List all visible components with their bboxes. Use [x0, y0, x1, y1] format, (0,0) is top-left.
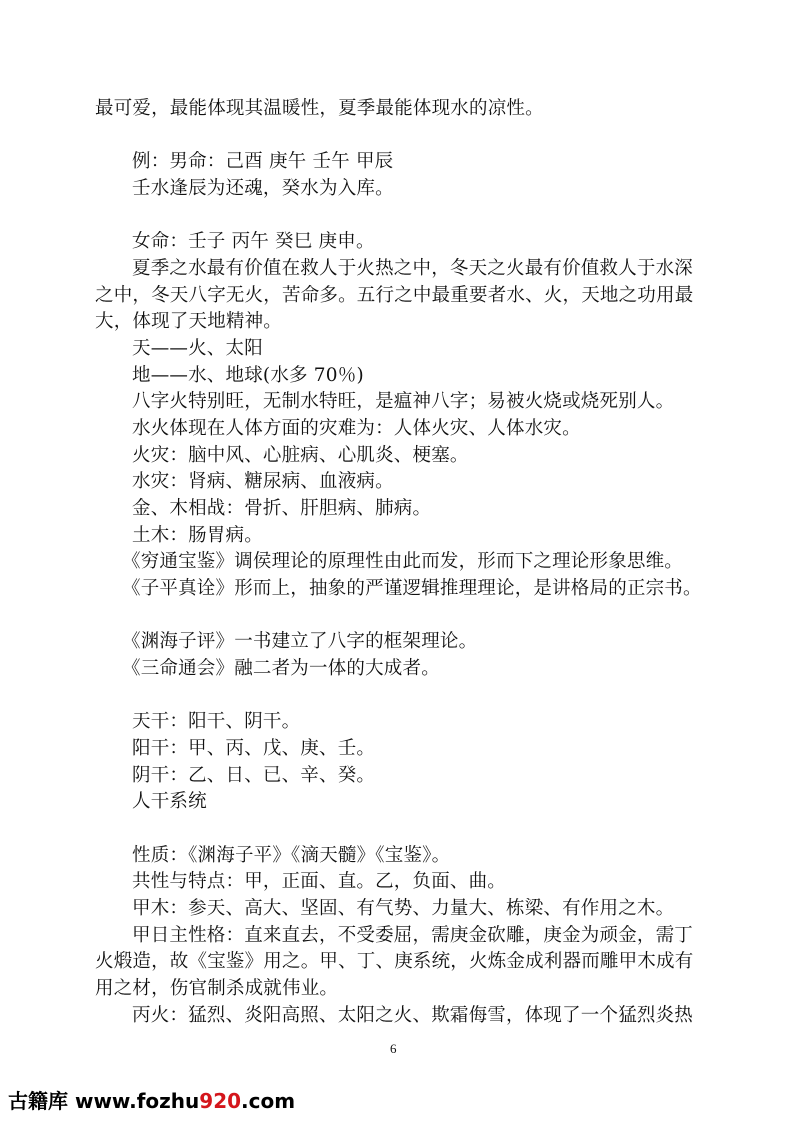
text-line: 阴干：乙、日、已、辛、癸。 — [132, 765, 376, 786]
text-line: 阳干：甲、丙、戊、庚、壬。 — [132, 738, 376, 759]
text-line: 天干：阳干、阴干。 — [132, 711, 301, 732]
text-line: 女命：壬子 丙午 癸巳 庚申。 — [132, 231, 375, 252]
text-line: 火灾：脑中风、心脏病、心肌炎、梗塞。 — [132, 445, 469, 466]
text-line: 性质：《渊海子平》《滴天髓》《宝鉴》。 — [132, 845, 451, 866]
text-line: 天——火、太阳 — [132, 338, 263, 359]
text-line: 甲日主性格：直来直去，不受委屈，需庚金砍雕，庚金为顽金，需丁 — [132, 925, 694, 946]
text-line: 土木：肠胃病。 — [132, 525, 263, 546]
site-watermark — [8, 1088, 295, 1114]
text-line: 地——水、地球(水多 70％) — [132, 365, 364, 386]
text-line: 壬水逢辰为还魂，癸水为入库。 — [132, 178, 394, 199]
page-number: 6 — [390, 1041, 397, 1056]
text-line: 之中，冬天八字无火，苦命多。五行之中最重要者水、火，天地之功用最 — [95, 285, 694, 306]
text-line: 最可爱，最能体现其温暖性，夏季最能体现水的凉性。 — [95, 98, 544, 119]
text-line: 大，体现了天地精神。 — [95, 311, 283, 332]
text-line: 《渊海子评》一书建立了八字的框架理论。 — [122, 631, 478, 652]
text-line: 《三命通会》融二者为一体的大成者。 — [122, 658, 440, 679]
text-line: 八字火特别旺，无制水特旺，是瘟神八字；易被火烧或烧死别人。 — [132, 391, 675, 412]
text-line: 例：男命：己酉 庚午 壬午 甲辰 — [132, 151, 394, 172]
watermark-url-prefix: www.fozhu — [74, 1089, 200, 1113]
watermark-url-suffix: .com — [241, 1089, 296, 1113]
text-line: 用之材，伤官制杀成就伟业。 — [95, 978, 339, 999]
text-line: 《穷通宝鉴》调侯理论的原理性由此而发，形而下之理论形象思维。 — [122, 551, 684, 572]
watermark-brand: 古籍库 — [8, 1089, 68, 1113]
text-line: 人干系统 — [132, 791, 207, 812]
text-line: 丙火：猛烈、炎阳高照、太阳之火、欺霜侮雪，体现了一个猛烈炎热 — [132, 1005, 694, 1026]
text-line: 《子平真诠》形而上，抽象的严谨逻辑推理理论，是讲格局的正宗书。 — [122, 578, 702, 599]
text-line: 水火体现在人体方面的灾难为：人体火灾、人体水灾。 — [132, 418, 581, 439]
text-line: 共性与特点：甲，正面、直。乙，负面、曲。 — [132, 871, 507, 892]
text-line: 夏季之水最有价值在救人于火热之中，冬天之火最有价值救人于水深 — [132, 258, 694, 279]
text-line: 火煅造，故《宝鉴》用之。甲、丁、庚系统，火炼金成利器而雕甲木成有 — [95, 951, 694, 972]
text-line: 金、木相战：骨折、肝胆病、肺病。 — [132, 498, 432, 519]
text-line: 甲木：参天、高大、坚固、有气势、力量大、栋梁、有作用之木。 — [132, 898, 675, 919]
watermark-url-number: 920 — [199, 1089, 242, 1113]
text-line: 水灾：肾病、糖尿病、血液病。 — [132, 471, 394, 492]
